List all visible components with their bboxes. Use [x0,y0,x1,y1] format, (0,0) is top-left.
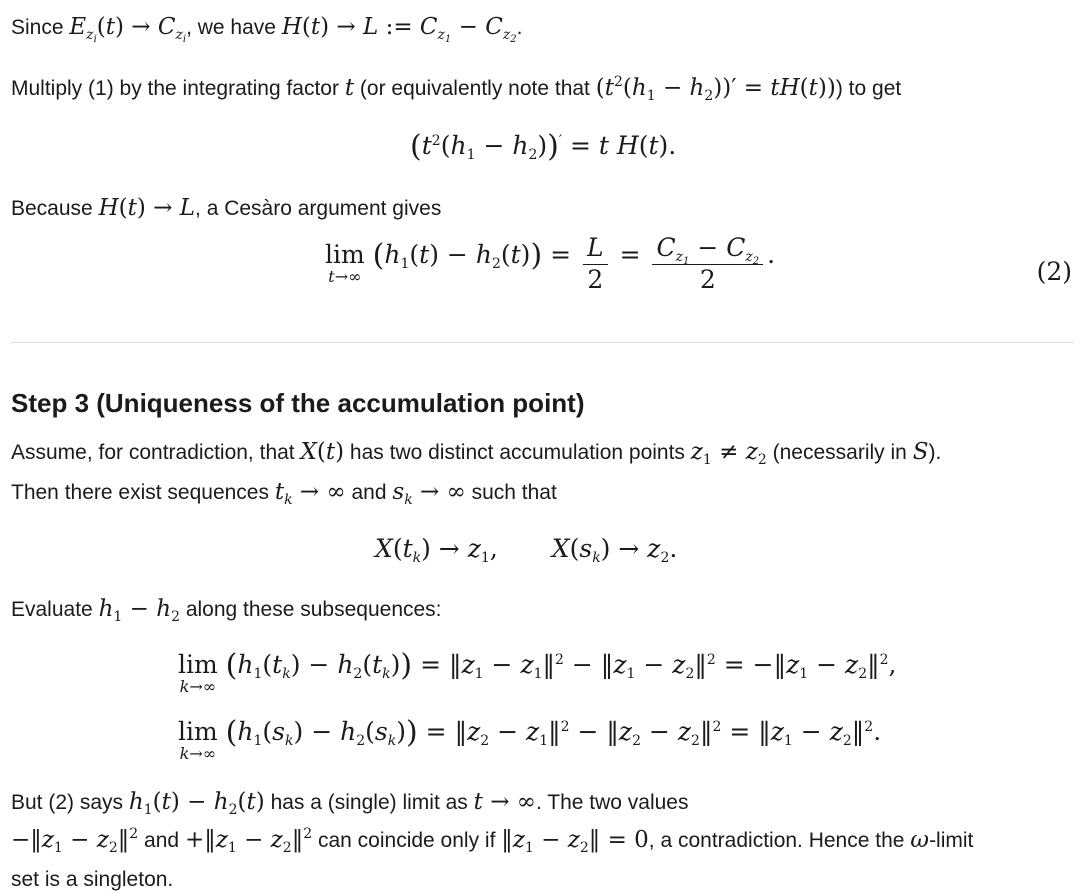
math-inline: t [344,75,355,101]
coincide-text-and: and [144,829,180,852]
since-line [11,13,523,45]
display-equation-subsequences: $X(t_k) \to z_1$, $X(s_k) \to z_2$. [375,534,678,566]
then-text-and: and [351,481,387,504]
evaluate-line [11,595,442,624]
math-inline: $h_1 - h_2$ [98,596,180,625]
multiply-text-middle: (or equivalently note that [359,77,590,100]
math-inline: t → ∞ [473,789,536,815]
math-inline: $z_1 \ne z_2$ [690,439,767,468]
since-text: Since [11,16,64,39]
display-equation-limit-s: lim k→∞ $(h_1(s_k) - h_2(s_k))$ = $‖z_2$ − $z_1‖^2$ − $‖z_2$ − $z_2‖^2$ = $‖z_1$ − $z_2‖^2$. [178,715,882,763]
math-inline: $t_k$ → ∞ [274,479,346,508]
equation-number: (2) [1036,257,1072,286]
then-text-after: such that [471,481,557,504]
multiply-line [11,74,901,103]
fraction-c-over-2: $\frac{C_{z_1} - C_{z_2}}{2}$ [652,234,763,293]
fraction-l-over-2: $\frac{L}{2}$ [583,234,608,293]
math-inline: $(t^2(h_1 - h_2))' = tH(t)$) [595,74,836,104]
but-text-before: But (2) says [11,791,124,814]
display-equation-integrating: $(t^2(h_1 - h_2))' = t$ H(t). [410,129,677,164]
but-text-after: has a (single) limit as [270,791,468,814]
we-have-text: , we have [186,16,276,39]
math-inline: X(t) [300,439,345,465]
then-line [11,478,557,507]
math-inline: $h_1(t) - h_2(t)$ [128,789,265,818]
evaluate-text-after: along these subsequences: [185,598,442,621]
singleton-line [11,866,173,891]
coincide-text-end: -limit [929,829,974,852]
math-inline: $‖z_1$ − $z_2‖ = 0$ [501,827,649,856]
assume-text-middle: has two distinct accumulation points [349,441,685,464]
period-text: . [516,16,523,39]
display-equation-limit: lim t→∞ $(h_1(t) - h_2(t))$ = $\frac{L}{2}$ = $\frac{C_{z_1} - C_{z_2}}{2}$ . [325,233,776,294]
then-text-before: Then there exist sequences [11,481,269,504]
coincide-text-after: , a contradiction. Hence the [648,829,905,852]
math-inline: $s_k$ → ∞ [392,479,466,508]
multiply-text-before: Multiply (1) by the integrating factor [11,77,339,100]
math-inline: H(t) → L := $C_{z_1} - C_{z_2}$ [281,14,517,45]
math-inline: S [912,439,929,465]
singleton-text: set is a singleton. [11,868,174,891]
evaluate-text-before: Evaluate [11,598,93,621]
math-inline: H(t) → L [98,195,196,221]
math-inline: ω [910,827,930,853]
because-text: Because [11,197,93,220]
assume-text-after: (necessarily in [772,441,907,464]
section-divider [11,342,1074,343]
math-inline: $E_{z_i}(t) \to C_{z_i}$ [69,14,187,45]
because-after-text: , a Cesàro argument gives [195,197,442,220]
limit-operator: lim t→∞ [325,240,365,286]
multiply-text-after: ) to get [835,77,902,100]
limit-operator: lim k→∞ [178,650,218,696]
assume-text-before: Assume, for contradiction, that [11,441,295,464]
display-equation-limit-t: lim k→∞ $(h_1(t_k) - h_2(t_k))$ = $‖z_1$ − $z_1‖^2$ − $‖z_1$ − $z_2‖^2$ = $-‖z_1$ − $z_2‖^2$, [178,648,897,696]
step3-heading: Step 3 (Uniqueness of the accumulation point) [11,388,585,418]
but-line [11,788,688,817]
but-text-end: . The two values [535,791,689,814]
coincide-text-middle: can coincide only if [317,829,496,852]
math-inline: $-‖z_1$ − $z_2‖^2$ [11,826,139,856]
coincide-line [11,826,973,855]
assume-line [11,438,941,467]
because-line [11,194,441,223]
limit-operator: lim k→∞ [178,717,218,763]
math-inline: $+‖z_1$ − $z_2‖^2$ [184,826,313,856]
assume-text-end: ). [928,441,942,464]
